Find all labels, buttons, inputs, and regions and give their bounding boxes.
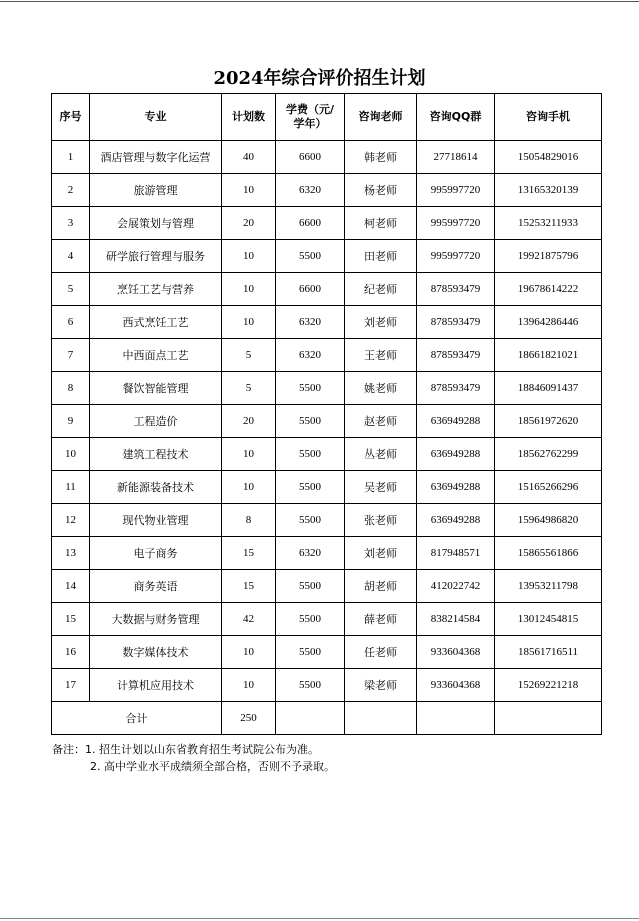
header-plan: 计划数 [222,94,276,141]
cell-index: 5 [52,273,90,306]
total-empty-cell [495,702,602,735]
table-row [52,570,602,603]
header-index: 序号 [52,94,90,141]
cell-index: 4 [52,240,90,273]
cell-phone: 18561716511 [495,636,602,669]
cell-major: 烹饪工艺与营养 [90,273,222,306]
cell-index: 3 [52,207,90,240]
cell-phone: 18846091437 [495,372,602,405]
cell-phone: 18562762299 [495,438,602,471]
cell-major: 大数据与财务管理 [90,603,222,636]
total-empty-cell [276,702,345,735]
cell-qq: 636949288 [417,405,495,438]
cell-index: 11 [52,471,90,504]
cell-plan: 8 [222,504,276,537]
cell-phone: 18661821021 [495,339,602,372]
cell-fee: 6320 [276,174,345,207]
cell-teacher: 赵老师 [345,405,417,438]
cell-teacher: 薛老师 [345,603,417,636]
note-line-1 [52,741,335,758]
cell-plan: 20 [222,405,276,438]
table-row [52,438,602,471]
cell-major: 计算机应用技术 [90,669,222,702]
header-phone: 咨询手机 [495,94,602,141]
total-empty-cell [345,702,417,735]
cell-qq: 933604368 [417,636,495,669]
cell-teacher: 丛老师 [345,438,417,471]
cell-index: 16 [52,636,90,669]
cell-phone: 15269221218 [495,669,602,702]
header-major: 专业 [90,94,222,141]
cell-fee: 5500 [276,438,345,471]
note-text-1: 1. 招生计划以山东省教育招生考试院公布为准。 [85,743,319,756]
cell-teacher: 胡老师 [345,570,417,603]
cell-teacher: 王老师 [345,339,417,372]
header-teacher: 咨询老师 [345,94,417,141]
cell-qq: 933604368 [417,669,495,702]
cell-major: 商务英语 [90,570,222,603]
cell-phone: 13165320139 [495,174,602,207]
cell-teacher: 刘老师 [345,306,417,339]
cell-index: 2 [52,174,90,207]
notes-section [52,741,335,775]
cell-qq: 636949288 [417,438,495,471]
cell-qq: 412022742 [417,570,495,603]
cell-fee: 5500 [276,504,345,537]
cell-major: 旅游管理 [90,174,222,207]
cell-teacher: 姚老师 [345,372,417,405]
cell-plan: 15 [222,570,276,603]
cell-qq: 878593479 [417,306,495,339]
cell-index: 15 [52,603,90,636]
table-row [52,174,602,207]
cell-index: 17 [52,669,90,702]
cell-qq: 27718614 [417,141,495,174]
cell-phone: 15253211933 [495,207,602,240]
cell-plan: 5 [222,372,276,405]
cell-fee: 5500 [276,471,345,504]
cell-major: 酒店管理与数字化运营 [90,141,222,174]
cell-qq: 995997720 [417,240,495,273]
table-row [52,273,602,306]
cell-major: 工程造价 [90,405,222,438]
cell-major: 餐饮智能管理 [90,372,222,405]
cell-qq: 838214584 [417,603,495,636]
total-empty-cell [417,702,495,735]
table-row [52,141,602,174]
cell-index: 7 [52,339,90,372]
cell-teacher: 纪老师 [345,273,417,306]
cell-index: 8 [52,372,90,405]
table-row [52,405,602,438]
cell-fee: 6320 [276,306,345,339]
cell-qq: 878593479 [417,273,495,306]
cell-teacher: 韩老师 [345,141,417,174]
cell-plan: 42 [222,603,276,636]
cell-plan: 10 [222,471,276,504]
cell-fee: 6320 [276,339,345,372]
note-line-2 [52,758,335,775]
cell-phone: 13964286446 [495,306,602,339]
cell-qq: 878593479 [417,339,495,372]
cell-phone: 15165266296 [495,471,602,504]
total-label: 合计 [52,702,222,735]
cell-fee: 6320 [276,537,345,570]
note-text-2: 2. 高中学业水平成绩须全部合格，否则不予录取。 [90,760,335,773]
table-row [52,240,602,273]
cell-index: 10 [52,438,90,471]
cell-fee: 5500 [276,636,345,669]
cell-phone: 19921875796 [495,240,602,273]
cell-teacher: 刘老师 [345,537,417,570]
cell-teacher: 杨老师 [345,174,417,207]
header-fee [276,94,345,141]
cell-phone: 15054829016 [495,141,602,174]
cell-fee: 5500 [276,669,345,702]
cell-major: 会展策划与管理 [90,207,222,240]
cell-fee: 6600 [276,207,345,240]
cell-index: 6 [52,306,90,339]
header-fee-line2: 学年） [293,117,327,130]
cell-major: 中西面点工艺 [90,339,222,372]
cell-teacher: 柯老师 [345,207,417,240]
cell-plan: 20 [222,207,276,240]
cell-major: 数字媒体技术 [90,636,222,669]
cell-qq: 995997720 [417,174,495,207]
page-title: 2024年综合评价招生计划 [213,68,426,89]
cell-qq: 636949288 [417,471,495,504]
table-row [52,471,602,504]
cell-fee: 5500 [276,372,345,405]
header-qq: 咨询QQ群 [417,94,495,141]
cell-fee: 5500 [276,405,345,438]
bottom-border-line [0,918,639,919]
cell-plan: 5 [222,339,276,372]
cell-teacher: 田老师 [345,240,417,273]
cell-fee: 5500 [276,603,345,636]
enrollment-plan-table [51,93,602,735]
cell-phone: 15964986820 [495,504,602,537]
table-row [52,207,602,240]
cell-major: 建筑工程技术 [90,438,222,471]
cell-index: 1 [52,141,90,174]
notes-prefix: 备注： [52,743,85,756]
cell-teacher: 梁老师 [345,669,417,702]
cell-fee: 6600 [276,141,345,174]
cell-qq: 995997720 [417,207,495,240]
cell-plan: 10 [222,438,276,471]
cell-index: 14 [52,570,90,603]
cell-phone: 18561972620 [495,405,602,438]
table-header-row [52,94,602,141]
cell-plan: 10 [222,306,276,339]
cell-major: 西式烹饪工艺 [90,306,222,339]
cell-teacher: 吴老师 [345,471,417,504]
cell-plan: 10 [222,636,276,669]
cell-plan: 10 [222,240,276,273]
cell-plan: 10 [222,273,276,306]
total-row [52,702,602,735]
top-border-line [0,1,639,2]
table-row [52,537,602,570]
cell-qq: 817948571 [417,537,495,570]
cell-index: 12 [52,504,90,537]
cell-major: 研学旅行管理与服务 [90,240,222,273]
cell-phone: 15865561866 [495,537,602,570]
table-row [52,636,602,669]
cell-teacher: 任老师 [345,636,417,669]
cell-phone: 13012454815 [495,603,602,636]
table-row [52,504,602,537]
cell-fee: 6600 [276,273,345,306]
cell-plan: 40 [222,141,276,174]
cell-plan: 15 [222,537,276,570]
cell-major: 新能源装备技术 [90,471,222,504]
table-row [52,372,602,405]
total-plan: 250 [222,702,276,735]
cell-qq: 878593479 [417,372,495,405]
cell-index: 13 [52,537,90,570]
cell-phone: 13953211798 [495,570,602,603]
cell-index: 9 [52,405,90,438]
table-body [52,141,602,702]
table-row [52,669,602,702]
cell-phone: 19678614222 [495,273,602,306]
cell-major: 现代物业管理 [90,504,222,537]
header-fee-line1: 学费（元/ [285,103,335,116]
cell-fee: 5500 [276,570,345,603]
cell-plan: 10 [222,174,276,207]
cell-major: 电子商务 [90,537,222,570]
cell-fee: 5500 [276,240,345,273]
table-row [52,339,602,372]
cell-teacher: 张老师 [345,504,417,537]
cell-plan: 10 [222,669,276,702]
cell-qq: 636949288 [417,504,495,537]
table-row [52,306,602,339]
table-row [52,603,602,636]
